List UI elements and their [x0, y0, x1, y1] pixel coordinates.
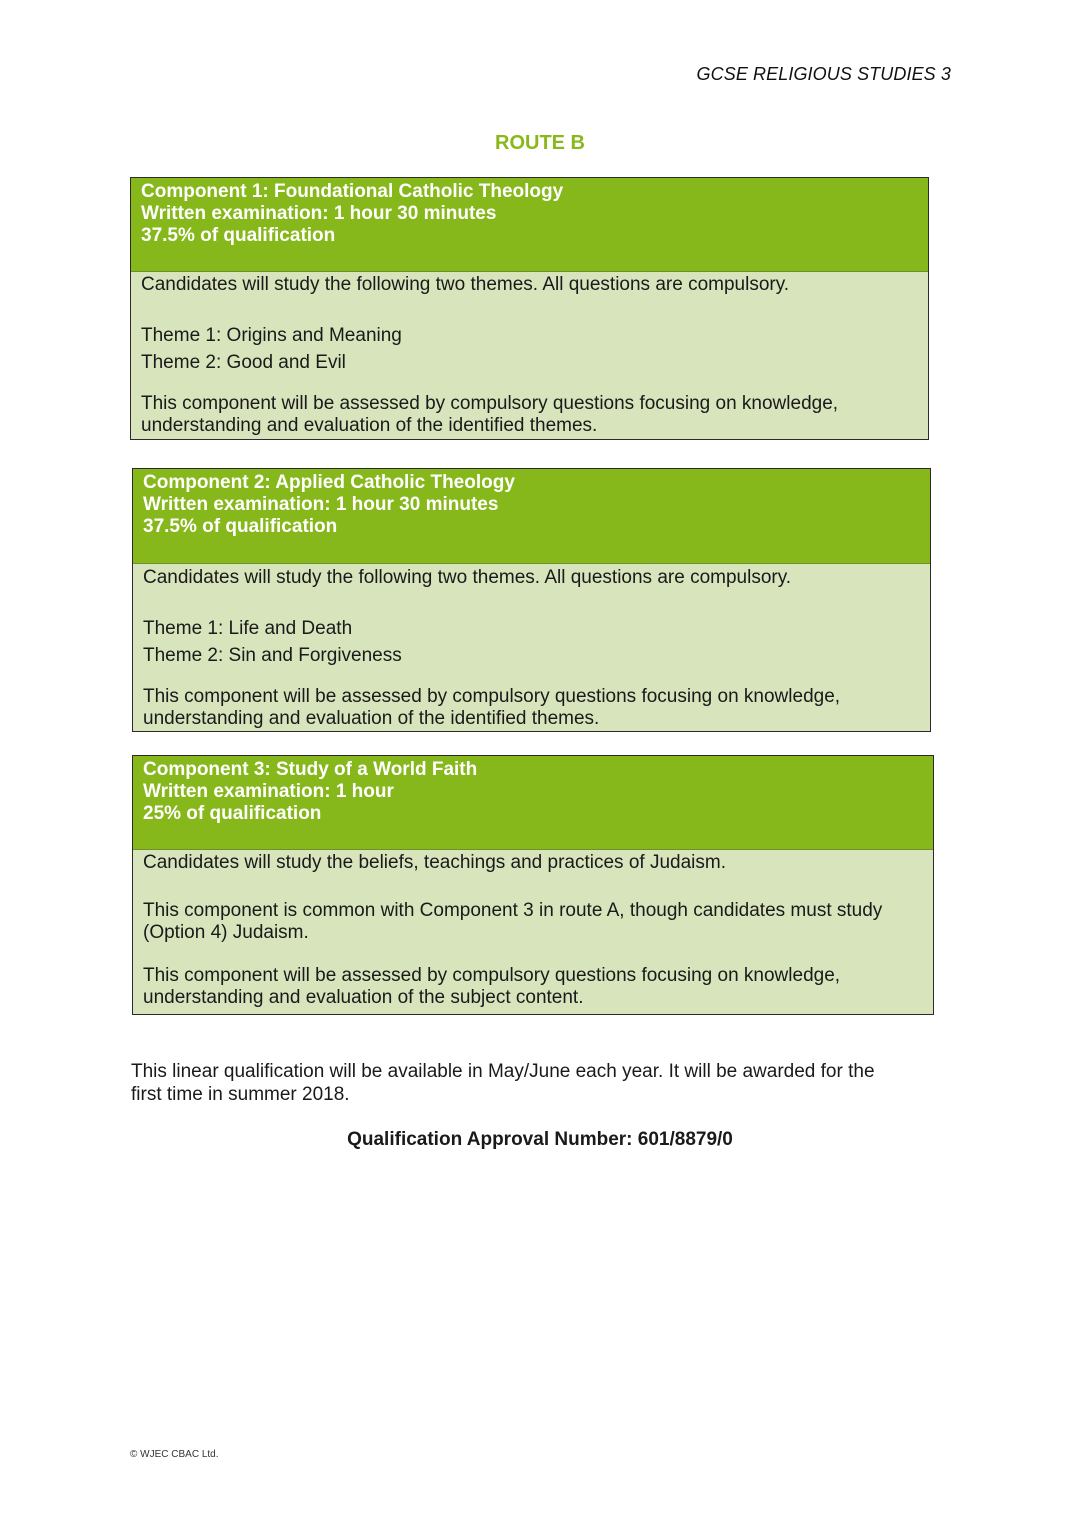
component-2-weight: 37.5% of qualification: [143, 516, 338, 537]
component-3-body: [133, 850, 933, 1009]
component-1-theme-2: Theme 2: Good and Evil: [141, 352, 346, 373]
component-2-header: [133, 469, 930, 564]
component-1-body: [131, 272, 928, 437]
component-2-assessment-line-2: understanding and evaluation of the identified themes.: [143, 708, 600, 729]
component-2-title: Component 2: Applied Catholic Theology: [143, 472, 515, 493]
component-2-theme-2: Theme 2: Sin and Forgiveness: [143, 645, 402, 666]
availability-line-1: This linear qualification will be available in May/June each year. It will be awarded for the: [131, 1061, 875, 1082]
component-1-exam: Written examination: 1 hour 30 minutes: [141, 203, 497, 224]
component-1-weight: 37.5% of qualification: [141, 225, 336, 246]
component-2-assessment-line-1: This component will be assessed by compulsory questions focusing on knowledge,: [143, 686, 841, 707]
availability-line-2: first time in summer 2018.: [131, 1084, 350, 1105]
component-1-intro: Candidates will study the following two themes. All questions are compulsory.: [141, 274, 790, 295]
component-2-body: [133, 564, 930, 730]
component-3-header: [133, 756, 933, 850]
component-3-common-line-1: This component is common with Component 3 in route A, though candidates must study: [143, 900, 883, 921]
component-3-exam: Written examination: 1 hour: [143, 781, 394, 802]
copyright-notice: © WJEC CBAC Ltd.: [130, 1449, 219, 1460]
component-1-title: Component 1: Foundational Catholic Theology: [141, 181, 564, 202]
component-2-box: [132, 468, 931, 732]
component-1-theme-1: Theme 1: Origins and Meaning: [141, 325, 402, 346]
component-1-header: [131, 178, 928, 272]
component-3-title: Component 3: Study of a World Faith: [143, 759, 478, 780]
component-1-box: [130, 177, 929, 440]
component-3-intro: Candidates will study the beliefs, teachings and practices of Judaism.: [143, 852, 726, 873]
availability-paragraph: [131, 1060, 931, 1106]
component-2-exam: Written examination: 1 hour 30 minutes: [143, 494, 499, 515]
component-3-assessment-line-2: understanding and evaluation of the subject content.: [143, 987, 584, 1008]
component-3-common-line-2: (Option 4) Judaism.: [143, 922, 309, 943]
component-3-assessment-line-1: This component will be assessed by compulsory questions focusing on knowledge,: [143, 965, 841, 986]
approval-number: Qualification Approval Number: 601/8879/0: [347, 1129, 733, 1150]
component-3-box: [132, 755, 934, 1015]
component-1-assessment-line-1: This component will be assessed by compulsory questions focusing on knowledge,: [141, 393, 839, 414]
component-1-assessment-line-2: understanding and evaluation of the identified themes.: [141, 415, 598, 436]
route-title: ROUTE B: [495, 132, 585, 154]
component-2-intro: Candidates will study the following two themes. All questions are compulsory.: [143, 567, 792, 588]
component-3-weight: 25% of qualification: [143, 803, 322, 824]
component-2-theme-1: Theme 1: Life and Death: [143, 618, 353, 639]
running-header: GCSE RELIGIOUS STUDIES 3: [696, 64, 951, 84]
